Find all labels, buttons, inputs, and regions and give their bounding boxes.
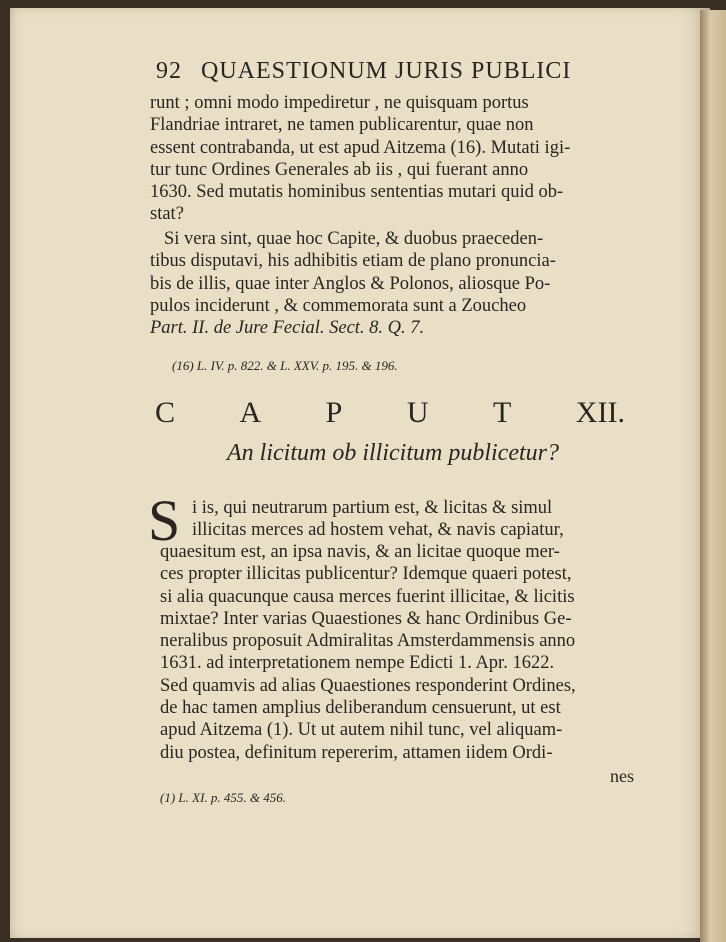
text-line: stat?	[150, 204, 184, 225]
footnote-16: (16) L. IV. p. 822. & L. XXV. p. 195. & 196.	[172, 358, 398, 373]
paragraph-3	[160, 541, 658, 764]
text-line: essent contrabanda, ut est apud Aitzema (16). Mutati igi-	[150, 137, 571, 158]
running-header	[150, 58, 660, 85]
chapter-letter: T	[492, 396, 512, 429]
text-line: 1631. ad interpretationem nempe Edicti 1. Apr. 1622.	[160, 653, 555, 674]
text-line: ces propter illicitas publicentur? Idemque quaeri potest,	[160, 564, 572, 585]
book-spine	[700, 10, 726, 942]
footnote-1: (1) L. XI. p. 455. & 456.	[160, 790, 287, 805]
text-line: tibus disputavi, his adhibitis etiam de plano pronuncia-	[150, 251, 556, 272]
page-number: 92	[156, 58, 182, 84]
catchword: nes	[610, 766, 634, 786]
paragraph-2	[150, 228, 660, 339]
text-line: Sed quamvis ad alias Quaestiones responderint Ordines,	[160, 675, 576, 696]
text-line: apud Aitzema (1). Ut ut autem nihil tunc, vel aliquam-	[160, 720, 563, 741]
text-line: Flandriae intraret, ne tamen publicarentur, quae non	[150, 115, 534, 136]
text-line: pulos inciderunt , & commemorata sunt a Zoucheo	[150, 295, 527, 316]
chapter-letter: C	[155, 396, 176, 429]
chapter-letter: XII.	[575, 396, 625, 429]
paragraph-3-start	[192, 497, 658, 542]
text-line: mixtae? Inter varias Quaestiones & hanc Ordinibus Ge-	[160, 608, 572, 629]
paragraph-1	[150, 92, 660, 226]
text-line: si alia quacunque causa merces fuerint illicitae, & licitis	[160, 586, 575, 607]
drop-cap: S	[148, 488, 181, 553]
text-line: bis de illis, quae inter Anglos & Polonos, aliosque Po-	[150, 273, 551, 294]
header-title: QUAESTIONUM JURIS PUBLICI	[201, 58, 572, 84]
text-line: de hac tamen amplius deliberandum censuerunt, ut est	[160, 698, 561, 719]
chapter-letter: U	[406, 396, 429, 429]
text-line: quaesitum est, an ipsa navis, & an licitae quoque mer-	[160, 542, 560, 562]
text-line: Part. II. de Jure Fecial. Sect. 8. Q. 7.	[150, 318, 425, 339]
text-line: neralibus proposuit Admiralitas Amsterdammensis anno	[160, 631, 576, 652]
text-line: diu postea, definitum repererim, attamen iidem Ordi-	[160, 742, 553, 763]
chapter-subtitle: An licitum ob illicitum publicetur?	[227, 440, 559, 466]
text-line: tur tunc Ordines Generales ab iis , qui fuerant anno	[150, 159, 529, 180]
text-line: i is, qui neutrarum partium est, & licitas & simul	[192, 498, 553, 518]
text-line: Si vera sint, quae hoc Capite, & duobus praeceden-	[164, 229, 544, 249]
chapter-letter: P	[325, 396, 343, 429]
text-line: 1630. Sed mutatis hominibus sententias mutari quid ob-	[150, 182, 564, 203]
text-line: illicitas merces ad hostem vehat, & navis capiatur,	[192, 520, 564, 541]
text-line: runt ; omni modo impediretur , ne quisquam portus	[150, 93, 529, 113]
chapter-heading	[155, 396, 625, 430]
chapter-letter: A	[239, 396, 262, 429]
